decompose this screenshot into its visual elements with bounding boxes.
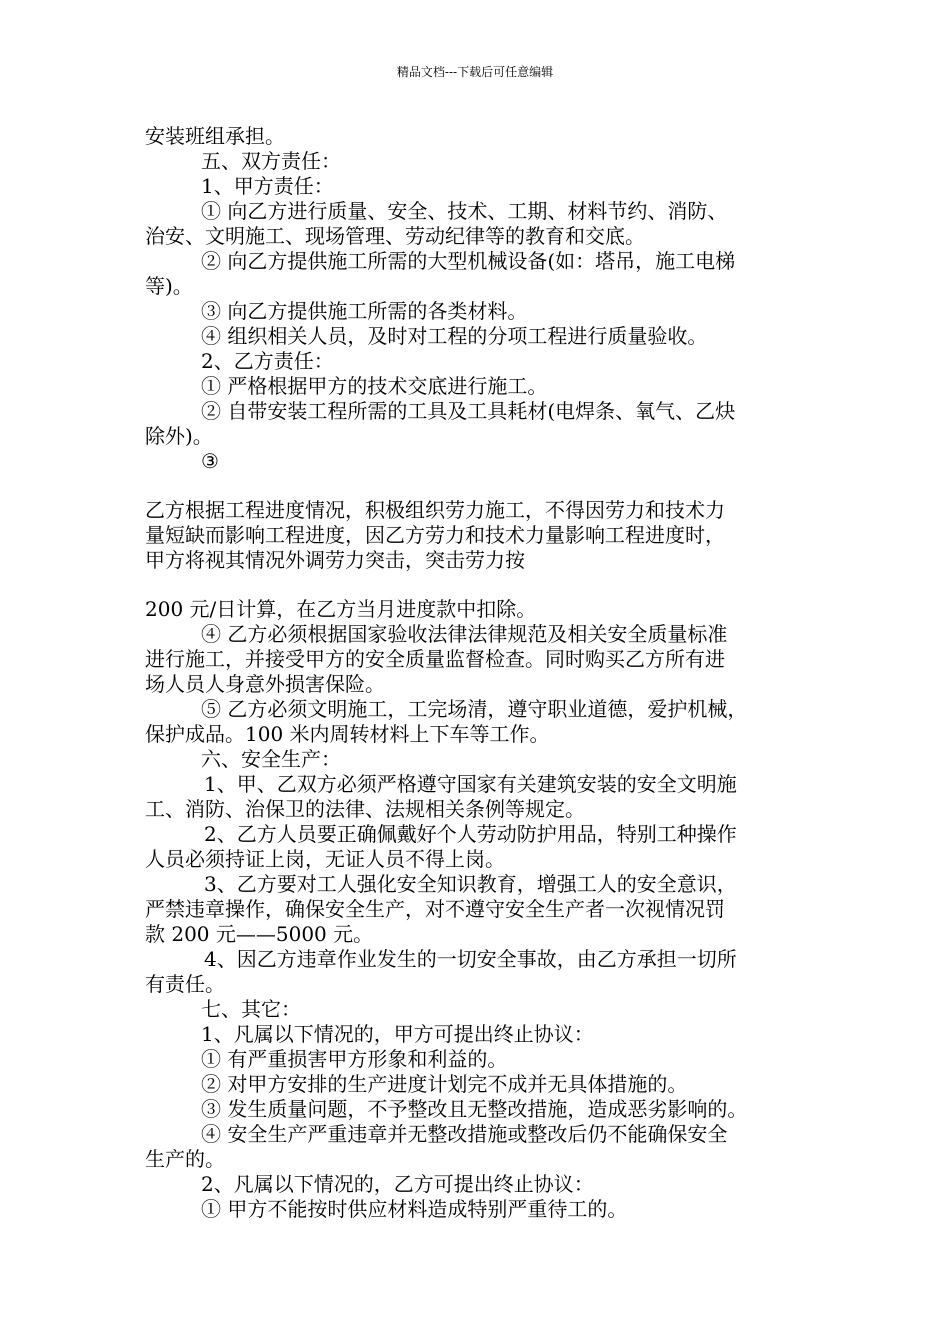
text-line: 乙方根据工程进度情况，积极组织劳力施工，不得因劳力和技术力: [145, 498, 725, 522]
subsection-heading: 2、乙方责任：: [201, 349, 334, 373]
text-line: 款 200 元——5000 元。: [145, 922, 374, 946]
text-line: 2、凡属以下情况的，乙方可提出终止协议：: [201, 1172, 594, 1196]
section-heading: 六、安全生产：: [201, 747, 341, 771]
text-line: ① 有严重损害甲方形象和利益的。: [201, 1047, 508, 1071]
text-line: ③: [201, 449, 219, 473]
text-line: 进行施工，并接受甲方的安全质量监督检查。同时购买乙方所有进: [145, 647, 725, 671]
text-line: ③ 向乙方提供施工所需的各类材料。: [201, 299, 528, 323]
text-line: ② 向乙方提供施工所需的大型机械设备(如：塔吊，施工电梯: [201, 249, 736, 273]
section-heading: 五、双方责任：: [201, 149, 341, 173]
text-line: 严禁违章操作，确保安全生产，对不遵守安全生产者一次视情况罚: [145, 897, 725, 921]
text-line: 等)。: [145, 274, 193, 298]
text-line: 工、消防、治保卫的法律、法规相关条例等规定。: [145, 797, 585, 821]
text-line: ③ 发生质量问题，不予整改且无整改措施，造成恶劣影响的。: [201, 1097, 748, 1121]
text-line: 1、凡属以下情况的，甲方可提出终止协议：: [201, 1022, 594, 1046]
text-line: ② 自带安装工程所需的工具及工具耗材(电焊条、氧气、乙炔: [201, 399, 736, 423]
text-line: 保护成品。100 米内周转材料上下车等工作。: [145, 722, 550, 746]
text-line: 安装班组承担。: [145, 124, 285, 148]
page-header: 精品文档---下载后可任意编辑: [396, 65, 554, 79]
text-line: 200 元/日计算，在乙方当月进度款中扣除。: [145, 597, 537, 621]
text-line: ④ 组织相关人员，及时对工程的分项工程进行质量验收。: [201, 324, 708, 348]
text-line: ④ 安全生产严重违章并无整改措施或整改后仍不能确保安全: [201, 1122, 728, 1146]
text-line: ① 甲方不能按时供应材料造成特别严重待工的。: [201, 1197, 628, 1221]
text-line: ① 向乙方进行质量、安全、技术、工期、材料节约、消防、: [201, 199, 728, 223]
text-line: ② 对甲方安排的生产进度计划完不成并无具体措施的。: [201, 1072, 688, 1096]
text-line: 1、甲、乙双方必须严格遵守国家有关建筑安装的安全文明施: [204, 772, 737, 796]
text-line: ④ 乙方必须根据国家验收法律法律规范及相关安全质量标准: [201, 622, 728, 646]
text-line: ① 严格根据甲方的技术交底进行施工。: [201, 374, 548, 398]
subsection-heading: 1、甲方责任：: [201, 174, 334, 198]
text-line: 3、乙方要对工人强化安全知识教育，增强工人的安全意识，: [204, 872, 737, 896]
text-line: 2、乙方人员要正确佩戴好个人劳动防护用品，特别工种操作: [204, 822, 737, 846]
text-line: 除外)。: [145, 424, 213, 448]
text-line: 场人员人身意外损害保险。: [145, 672, 385, 696]
text-line: 量短缺而影响工程进度，因乙方劳力和技术力量影响工程进度时，: [145, 523, 725, 547]
text-line: 治安、文明施工、现场管理、劳动纪律等的教育和交底。: [145, 224, 645, 248]
text-line: 人员必须持证上岗，无证人员不得上岗。: [145, 847, 505, 871]
text-line: 4、因乙方违章作业发生的一切安全事故，由乙方承担一切所: [204, 947, 737, 971]
text-line: 甲方将视其情况外调劳力突击，突击劳力按: [145, 548, 525, 572]
text-line: 有责任。: [145, 972, 225, 996]
text-line: 生产的。: [145, 1147, 225, 1171]
text-line: ⑤ 乙方必须文明施工，工完场清，遵守职业道德，爱护机械，: [201, 697, 748, 721]
section-heading: 七、其它：: [201, 997, 301, 1021]
document-body: [145, 124, 810, 1222]
